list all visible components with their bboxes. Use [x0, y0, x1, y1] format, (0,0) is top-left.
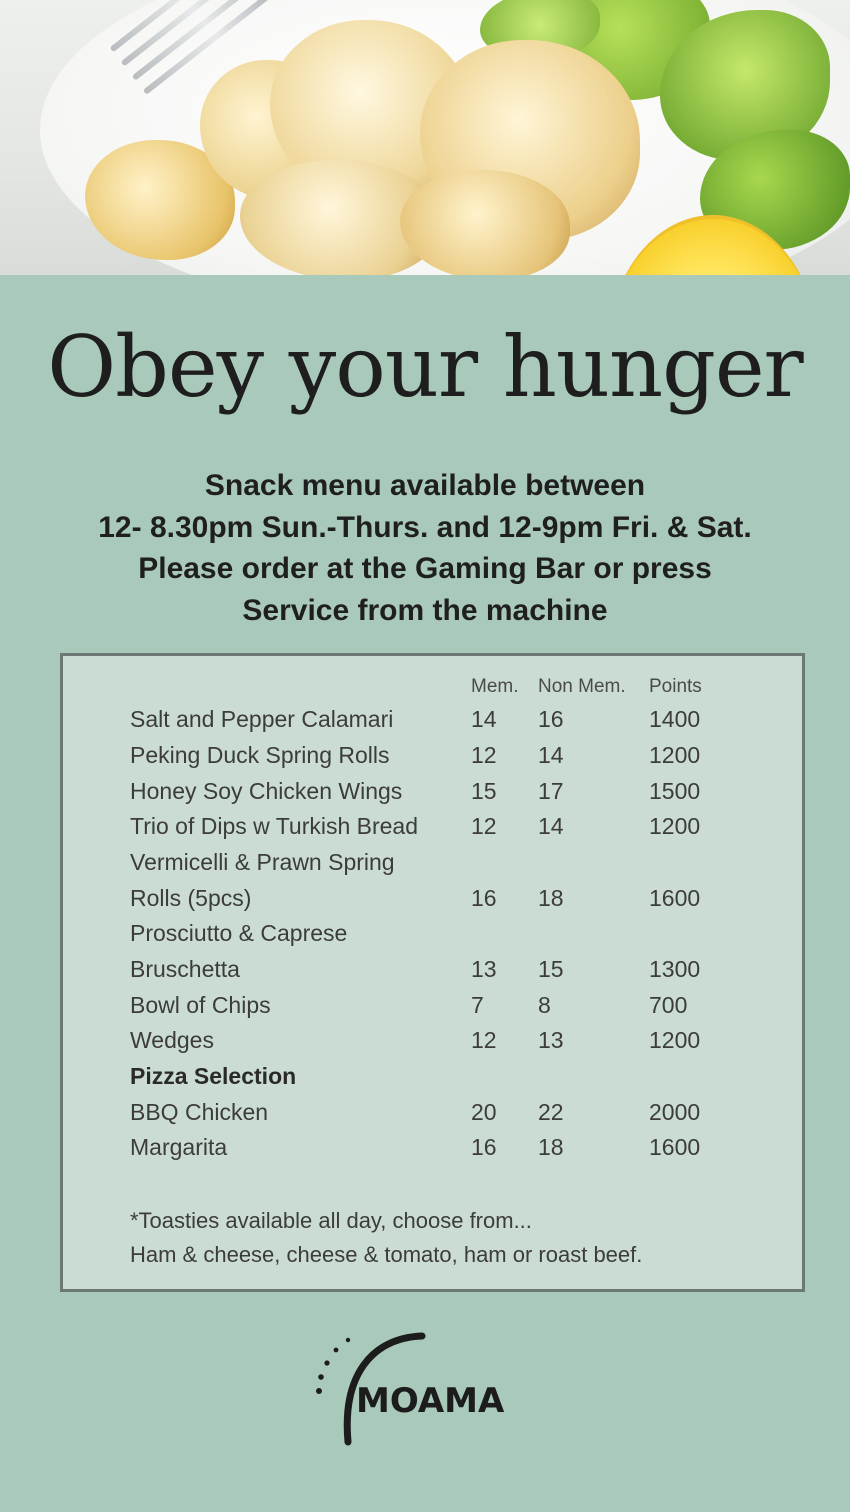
menu-item [130, 1134, 790, 1168]
intro-line: Please order at the Gaming Bar or press [138, 552, 712, 585]
item-mem-price: 13 [471, 956, 497, 982]
item-mem-price: 16 [471, 1134, 497, 1160]
menu-header-row [130, 676, 790, 710]
logo-text: MOAMA [356, 1381, 505, 1421]
column-header-non-mem: Non Mem. [538, 676, 626, 697]
column-header-mem: Mem. [471, 676, 519, 697]
intro-line: 12- 8.30pm Sun.-Thurs. and 12-9pm Fri. & Sat. [98, 510, 752, 544]
item-name: Wedges [130, 1027, 214, 1053]
item-mem-price: 20 [471, 1099, 497, 1125]
item-mem-price: 12 [471, 813, 497, 839]
item-name: Prosciutto & Caprese [130, 920, 348, 946]
menu-item [130, 1027, 790, 1061]
menu-section-heading [130, 1063, 790, 1097]
item-points: 1400 [649, 706, 701, 732]
item-points: 700 [649, 992, 688, 1018]
item-non-mem-price: 22 [538, 1099, 564, 1125]
section-title-pizza: Pizza Selection [130, 1063, 297, 1089]
menu-item [130, 920, 790, 954]
item-points: 2000 [649, 1099, 701, 1125]
item-non-mem-price: 13 [538, 1027, 564, 1053]
intro-line: Snack menu available between [204, 469, 646, 502]
item-points: 1200 [649, 742, 701, 768]
item-name: Honey Soy Chicken Wings [130, 778, 403, 804]
menu-item [130, 706, 790, 740]
item-points: 1200 [649, 1027, 701, 1053]
item-name: Margarita [130, 1134, 228, 1160]
item-points: 1600 [649, 1134, 701, 1160]
item-name: Bruschetta [130, 956, 240, 982]
item-non-mem-price: 14 [538, 813, 564, 839]
item-mem-price: 14 [471, 706, 497, 732]
item-mem-price: 15 [471, 778, 497, 804]
item-points: 1500 [649, 778, 701, 804]
hero-food-photo [0, 0, 850, 275]
item-name: Vermicelli & Prawn Spring [130, 849, 395, 875]
menu-item [130, 778, 790, 812]
item-points: 1600 [649, 885, 701, 911]
calamari-piece [400, 170, 570, 275]
item-mem-price: 12 [471, 742, 497, 768]
item-non-mem-price: 18 [538, 1134, 564, 1160]
item-non-mem-price: 17 [538, 778, 564, 804]
menu-panel [60, 653, 805, 1292]
item-name: BBQ Chicken [130, 1099, 269, 1125]
item-mem-price: 16 [471, 885, 497, 911]
item-non-mem-price: 8 [538, 992, 551, 1018]
item-name: Bowl of Chips [130, 992, 271, 1018]
item-mem-price: 12 [471, 1027, 497, 1053]
item-non-mem-price: 18 [538, 885, 564, 911]
item-name: Rolls (5pcs) [130, 885, 252, 911]
intro-line: Service from the machine [242, 593, 608, 627]
page-title: Obey your hunger [47, 318, 803, 416]
menu-item [130, 956, 790, 990]
toasties-options: Ham & cheese, cheese & tomato, ham or roast beef. [130, 1242, 643, 1267]
menu-item [130, 742, 790, 776]
item-points: 1300 [649, 956, 701, 982]
toasties-note: *Toasties available all day, choose from... [130, 1208, 532, 1233]
menu-item [130, 1099, 790, 1133]
menu-item [130, 885, 790, 919]
menu-item [130, 813, 790, 847]
item-name: Trio of Dips w Turkish Bread [130, 813, 419, 839]
item-name: Salt and Pepper Calamari [130, 706, 394, 732]
item-mem-price: 7 [471, 992, 484, 1018]
menu-item [130, 992, 790, 1026]
item-name: Peking Duck Spring Rolls [130, 742, 390, 768]
menu-item [130, 849, 790, 883]
availability-text [0, 465, 850, 631]
column-header-points: Points [649, 676, 702, 697]
item-non-mem-price: 16 [538, 706, 564, 732]
item-points: 1200 [649, 813, 701, 839]
item-non-mem-price: 14 [538, 742, 564, 768]
item-non-mem-price: 15 [538, 956, 564, 982]
